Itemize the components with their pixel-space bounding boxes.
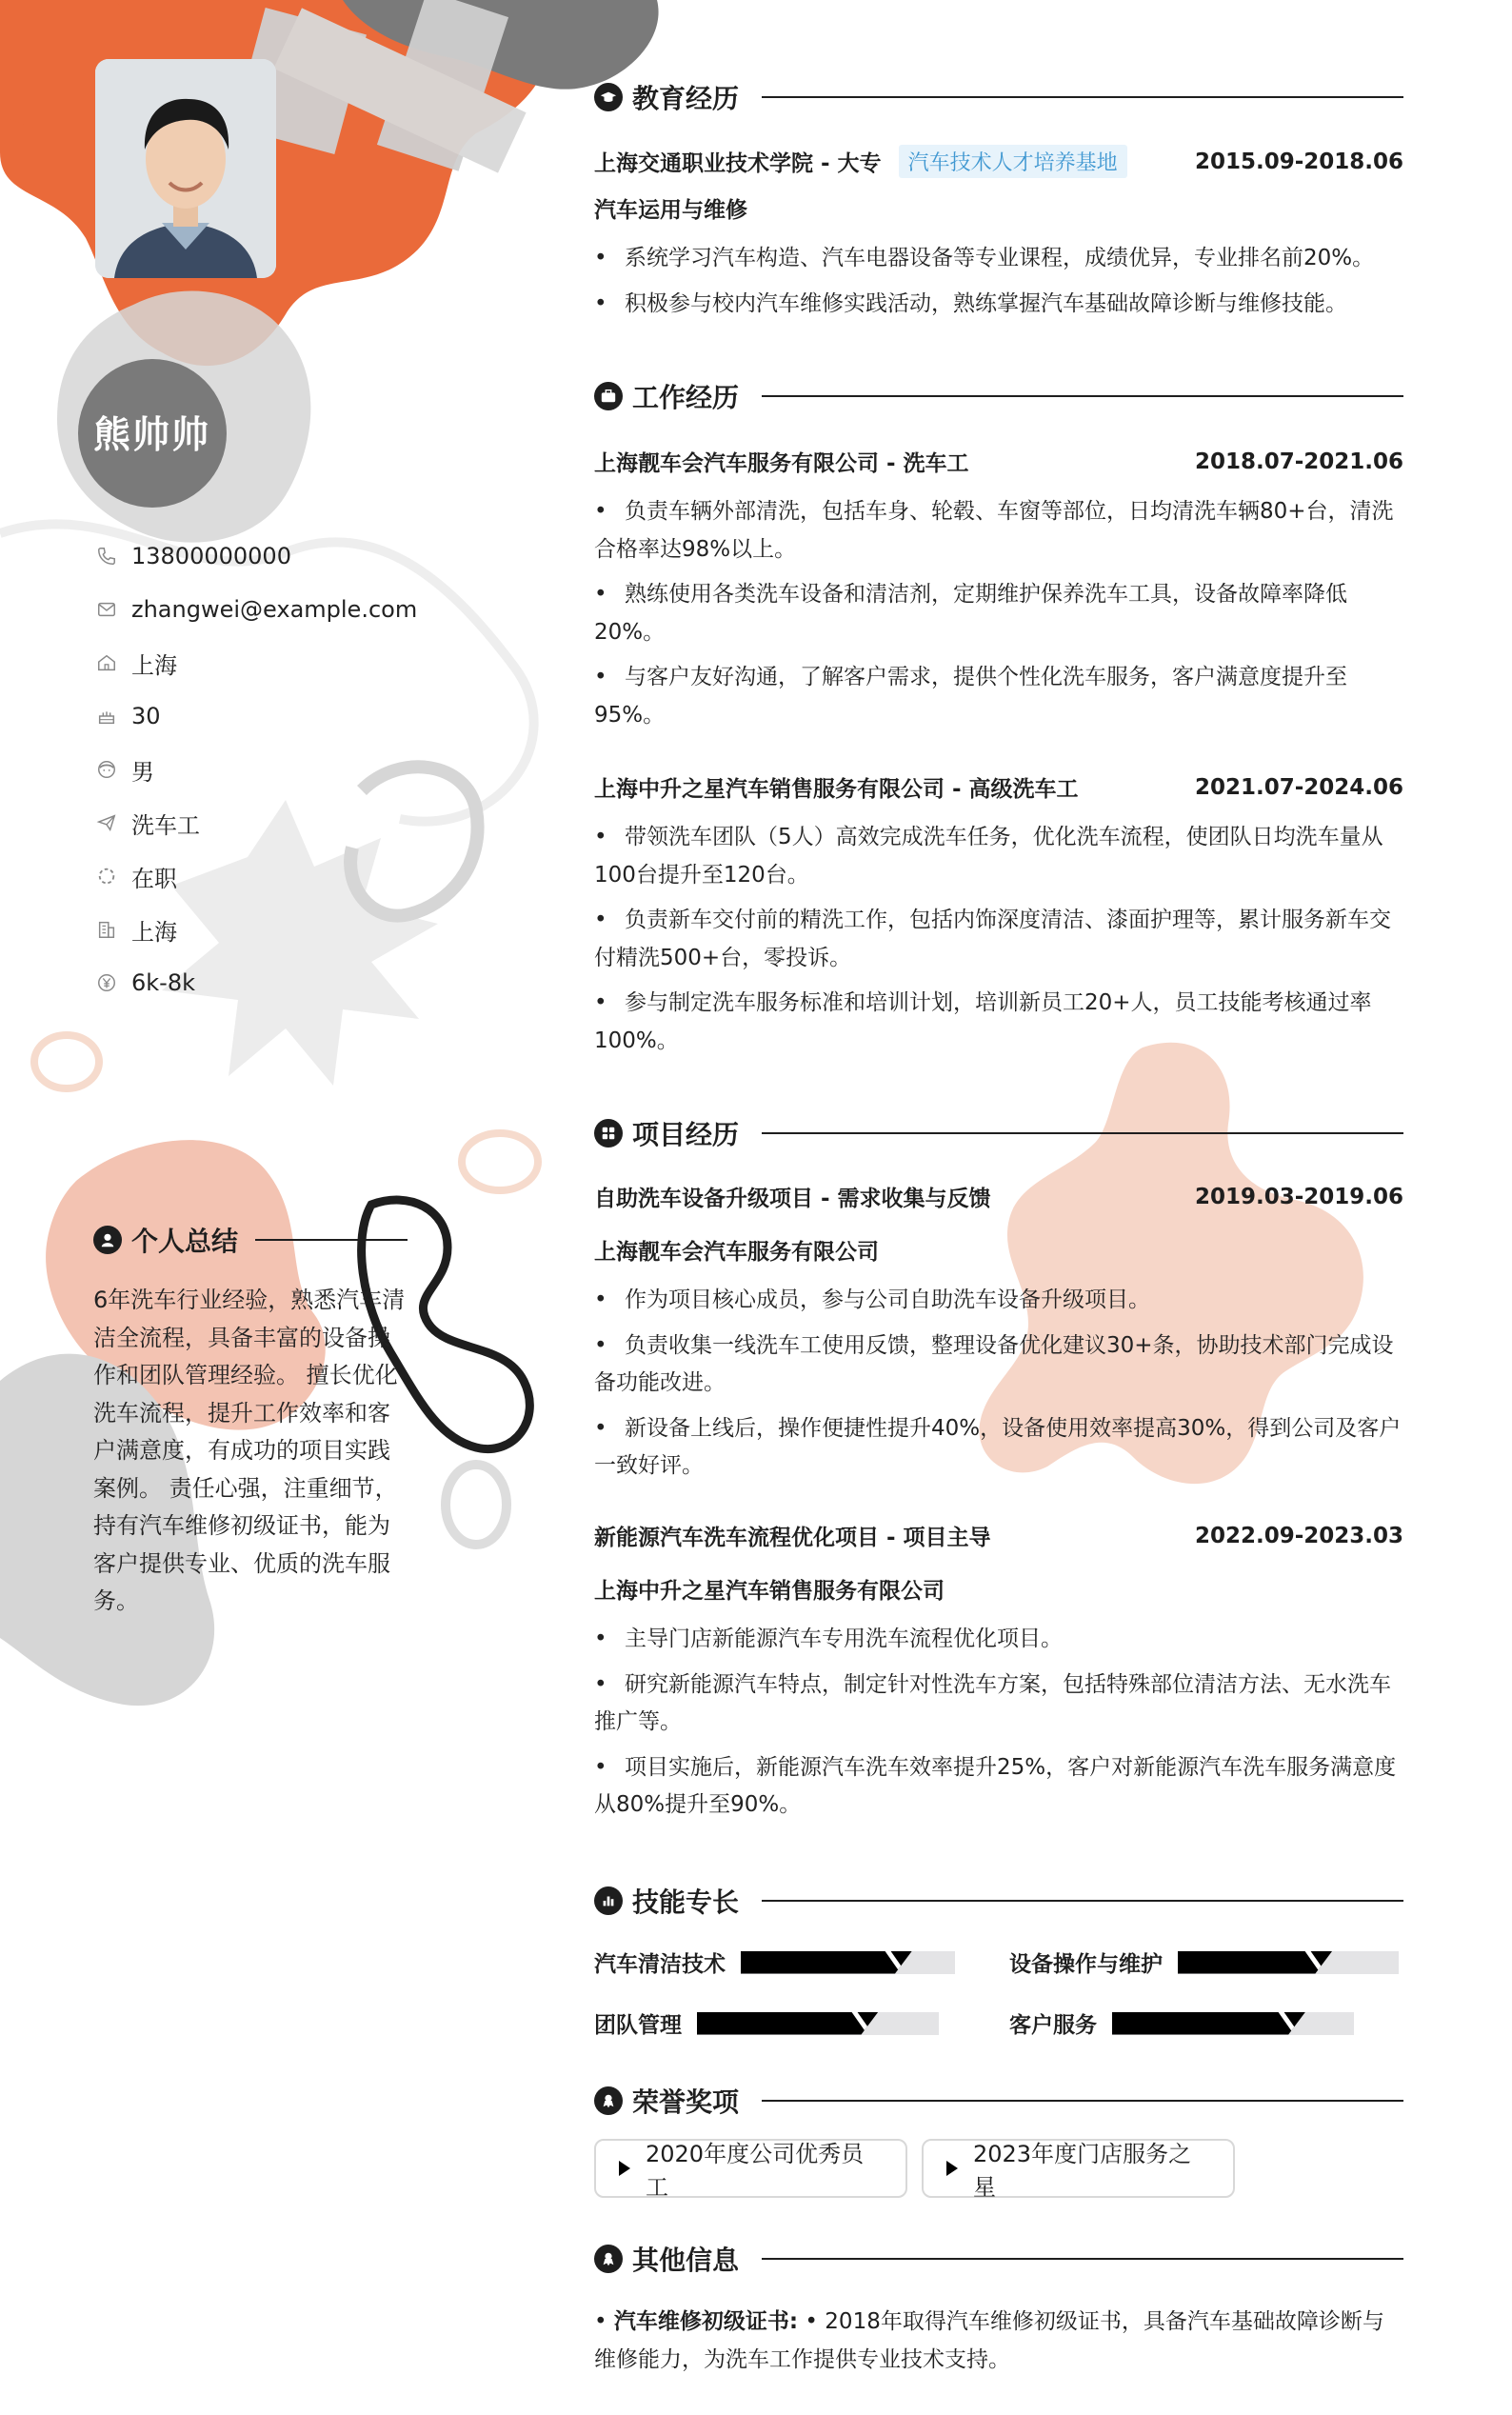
- projects-header: [594, 1114, 1403, 1152]
- list-item: • 系统学习汽车构造、汽车电器设备等专业课程，成绩优异，专业排名前20%。: [594, 240, 1403, 278]
- skill-bar-fill: [1178, 1951, 1332, 1974]
- contact-salary-value: 6k-8k: [131, 969, 195, 996]
- job-bullets: [594, 819, 1403, 1068]
- projects-divider: [762, 1132, 1403, 1134]
- summary-header: [93, 1221, 408, 1259]
- list-item: • 项目实施后，新能源汽车洗车效率提升25%，客户对新能源汽车洗车服务满意度从80%提升至90%。: [594, 1749, 1403, 1825]
- education-date: 2015.09-2018.06: [1194, 149, 1403, 174]
- skill-name: 团队管理: [594, 2013, 682, 2038]
- project-bullets: [594, 1282, 1403, 1493]
- contact-age: [95, 689, 438, 743]
- job-date: 2021.07-2024.06: [1194, 774, 1403, 800]
- contact-phone-value: 13800000000: [131, 543, 291, 569]
- list-item: • 负责车辆外部清洗，包括车身、轮毂、车窗等部位，日均清洗车辆80+台，清洗合格率达98%以上。: [594, 493, 1403, 569]
- skill-bar: [741, 1951, 955, 1974]
- skill-bar: [1178, 1951, 1399, 1974]
- peach-ring: [34, 1035, 99, 1088]
- awards-header: [594, 2082, 1403, 2120]
- skills-title: 技能专长: [632, 1886, 740, 1918]
- education-row: [594, 145, 1403, 178]
- skills-divider: [762, 1900, 1403, 1902]
- contact-city-value: 上海: [131, 918, 177, 946]
- award-item: [594, 2139, 907, 2201]
- cake-icon: [95, 705, 118, 728]
- briefcase-icon: [594, 382, 623, 410]
- skill-name: 设备操作与维护: [1009, 1952, 1163, 1977]
- job-bullets: [594, 493, 1403, 742]
- contact-phone: [95, 529, 438, 583]
- list-item: • 负责收集一线洗车工使用反馈，整理设备优化建议30+条，协助技术部门完成设备功能改进。: [594, 1327, 1403, 1403]
- skill-item: [594, 1946, 955, 1978]
- contact-email-value: zhangwei@example.com: [131, 596, 418, 623]
- skills-header: [594, 1882, 1403, 1920]
- project-date: 2022.09-2023.03: [1194, 1523, 1403, 1548]
- grid-icon: [594, 1119, 623, 1148]
- phone-icon: [95, 545, 118, 568]
- project-row: [594, 1520, 1403, 1551]
- other-header: [594, 2240, 1403, 2278]
- list-item: • 作为项目核心成员，参与公司自助洗车设备升级项目。: [594, 1282, 1403, 1320]
- skill-bar-fill: [1112, 2012, 1305, 2035]
- contact-job: [95, 796, 438, 849]
- awards-title: 荣誉奖项: [632, 2086, 740, 2118]
- building-icon: [95, 918, 118, 941]
- contact-job-value: 洗车工: [131, 811, 200, 839]
- other-info: • 汽车维修初级证书: • 2018年取得汽车维修初级证书，具备汽车基础故障诊断与维修能力，为洗车工作提供专业技术支持。: [594, 2309, 1384, 2372]
- play-icon: [619, 2161, 630, 2176]
- face-icon: [95, 758, 118, 781]
- contact-gender: [95, 743, 438, 796]
- contact-location: [95, 636, 438, 689]
- contact-list: [95, 529, 438, 1009]
- send-icon: [95, 811, 118, 834]
- project-org: 上海中升之星汽车销售服务有限公司: [594, 1579, 945, 1604]
- education-major: 汽车运用与维修: [594, 198, 747, 223]
- education-tag: 汽车技术人才培养基地: [899, 145, 1127, 178]
- play-icon: [946, 2161, 958, 2176]
- project-name: 自助洗车设备升级项目 - 需求收集与反馈: [594, 1187, 991, 1211]
- other-title: 其他信息: [632, 2245, 740, 2276]
- skill-name: 汽车清洁技术: [594, 1952, 726, 1977]
- education-divider: [762, 96, 1403, 98]
- project-name: 新能源汽车洗车流程优化项目 - 项目主导: [594, 1526, 991, 1550]
- work-divider: [762, 395, 1403, 397]
- project-date: 2019.03-2019.06: [1194, 1184, 1403, 1209]
- mail-icon: [95, 598, 118, 621]
- award-label: 2020年度公司优秀员工: [646, 2141, 865, 2201]
- home-icon: [95, 651, 118, 674]
- yen-icon: [95, 971, 118, 994]
- award-icon: [594, 2086, 623, 2115]
- job-row: [594, 771, 1403, 803]
- job-company: 上海靓车会汽车服务有限公司 - 洗车工: [594, 451, 969, 476]
- contact-email: [95, 583, 438, 636]
- work-header: [594, 377, 1403, 415]
- award-label: 2023年度门店服务之星: [973, 2141, 1192, 2201]
- list-item: • 负责新车交付前的精洗工作，包括内饰深度清洁、漆面护理等，累计服务新车交付精洗500+台，零投诉。: [594, 902, 1403, 977]
- summary-text: 6年洗车行业经验，熟悉汽车清洁全流程，具备丰富的设备操作和团队管理经验。 擅长优化洗车流程，提升工作效率和客户满意度，有成功的项目实践案例。 责任心强，注重细节，持有汽车维修初级证书，能为客户提供专业、优质的洗车服务。: [93, 1287, 406, 1614]
- skill-name: 客户服务: [1009, 2013, 1097, 2038]
- contact-city: [95, 903, 438, 956]
- job-row: [594, 446, 1403, 477]
- awards-divider: [762, 2100, 1403, 2102]
- award-item: [922, 2139, 1235, 2201]
- list-item: • 研究新能源汽车特点，制定针对性洗车方案，包括特殊部位清洁方法、无水洗车推广等。: [594, 1667, 1403, 1742]
- list-item: • 参与制定洗车服务标准和培训计划，培训新员工20+人，员工技能考核通过率100%。: [594, 985, 1403, 1060]
- user-icon: [93, 1226, 122, 1254]
- list-item: • 熟练使用各类洗车设备和清洁剂，定期维护保养洗车工具，设备故障率降低20%。: [594, 576, 1403, 651]
- contact-location-value: 上海: [131, 651, 177, 679]
- summary-title: 个人总结: [131, 1226, 239, 1257]
- skill-item: [1009, 1946, 1399, 1978]
- contact-status-value: 在职: [131, 865, 177, 892]
- award-icon: [594, 2245, 623, 2273]
- summary-divider: [255, 1239, 408, 1241]
- other-text: 2018年取得汽车维修初级证书，具备汽车基础故障诊断与维修能力，为洗车工作提供专业技术支持。: [594, 2309, 1384, 2372]
- job-company: 上海中升之星汽车销售服务有限公司 - 高级洗车工: [594, 777, 1079, 802]
- list-item: • 与客户友好沟通，了解客户需求，提供个性化洗车服务，客户满意度提升至95%。: [594, 659, 1403, 734]
- education-school-line: [594, 145, 1127, 178]
- list-item: • 主导门店新能源汽车专用洗车流程优化项目。: [594, 1621, 1403, 1659]
- contact-gender-value: 男: [131, 758, 154, 786]
- contact-status: [95, 849, 438, 903]
- list-item: • 新设备上线后，操作便捷性提升40%，设备使用效率提高30%，得到公司及客户一致好评。: [594, 1410, 1403, 1486]
- work-title: 工作经历: [632, 382, 740, 413]
- profile-name: 熊帅帅: [93, 414, 211, 457]
- graduation-cap-icon: [594, 83, 623, 111]
- education-header: [594, 78, 1403, 116]
- bar-chart-icon: [594, 1886, 623, 1915]
- project-row: [594, 1181, 1403, 1212]
- project-bullets: [594, 1621, 1403, 1832]
- projects-title: 项目经历: [632, 1119, 740, 1150]
- list-item: • 积极参与校内汽车维修实践活动，熟练掌握汽车基础故障诊断与维修技能。: [594, 286, 1403, 324]
- skill-bar-fill: [741, 1951, 912, 1974]
- education-title: 教育经历: [632, 83, 740, 114]
- education-bullets: [594, 240, 1403, 330]
- contact-salary: [95, 956, 438, 1009]
- avatar: [95, 59, 276, 278]
- skill-bar: [1112, 2012, 1354, 2035]
- project-org: 上海靓车会汽车服务有限公司: [594, 1240, 879, 1265]
- education-school: 上海交通职业技术学院 - 大专: [594, 151, 882, 176]
- other-label: 汽车维修初级证书:: [613, 2309, 799, 2334]
- job-date: 2018.07-2021.06: [1194, 449, 1403, 474]
- status-icon: [95, 865, 118, 888]
- gray-ring: [446, 1465, 507, 1545]
- peach-ring-2: [462, 1133, 538, 1190]
- list-item: • 带领洗车团队（5人）高效完成洗车任务，优化洗车流程，使团队日均洗车量从100台提升至120台。: [594, 819, 1403, 894]
- skill-item: [1009, 2007, 1354, 2039]
- other-divider: [762, 2258, 1403, 2260]
- skill-bar-fill: [697, 2012, 879, 2035]
- skill-item: [594, 2007, 939, 2039]
- skill-bar: [697, 2012, 939, 2035]
- contact-age-value: 30: [131, 703, 161, 729]
